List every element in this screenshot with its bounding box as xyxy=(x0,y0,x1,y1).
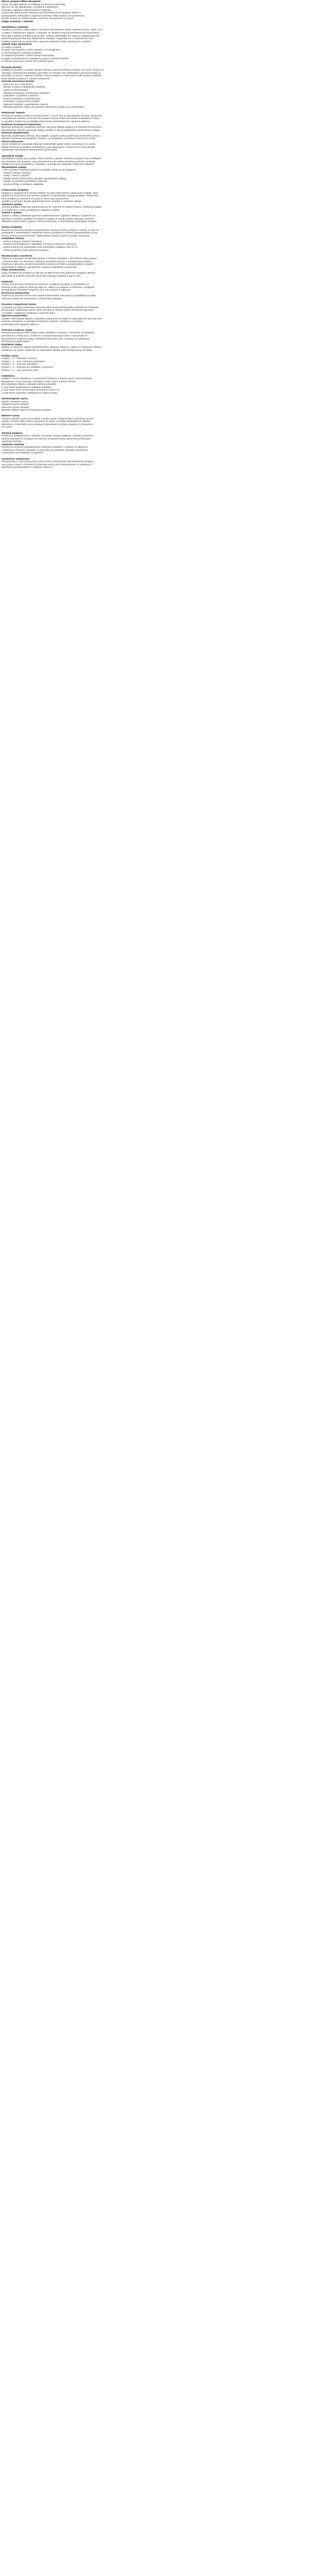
text-line: pravidla a zadávací dokumentace Programu. xyxy=(2,9,53,12)
section-heading: Způsobilé výdaje xyxy=(2,155,24,158)
text-line: řešeny změnou právního aktu. Nepodstatné změny příjemce pouze oznamuje. xyxy=(2,234,91,238)
section-heading: Hodnocení žádosti xyxy=(2,112,25,115)
text-line: – doklad o právní subjektivitě žadatele, xyxy=(2,86,46,89)
text-line: zda obsahuje všechny povinné údaje a přílohy a zda je podepsána oprávněnou osobou. xyxy=(2,129,101,132)
text-line: – doklady prokazující vlastnickou strukturu, xyxy=(2,92,51,95)
text-line: 1 000 Počet podpořených subjektů subjekty xyxy=(2,386,52,389)
text-line: Kontrola formálních náležitostí ověřuje, zda byla žádost podána ve stanoveném termínu, xyxy=(2,126,102,129)
text-line: Příloha č. 2 – Vzor čestného prohlášení xyxy=(2,360,45,363)
text-line: v právním aktu. Po ukončení realizace předkládá zprávy o udržitelnosti projektu. xyxy=(2,260,93,263)
text-line: doložit prohlášení o podpoře de minimis a dodržet limity stanovené příslušným xyxy=(2,437,91,440)
text-line: kterými se řídí objednávka, schválená rozpočtová xyxy=(2,6,58,9)
text-line: Příjemce je povinen archivovat veškeré dokumenty související s projektem po dobu xyxy=(2,295,96,298)
text-line: – úroky z úvěrů a půjček, xyxy=(2,175,30,178)
text-line: Příloha č. 4 – Pravidla pro žadatele a příjemce xyxy=(2,366,54,369)
text-line: d) rozpočet projektu včetně zdrojů financování, xyxy=(2,55,55,58)
text-line: je vyúčtována v rámci průběžných žádostí o platbu. xyxy=(2,209,60,212)
text-line: Nenaplnění cílové hodnoty indikátoru může vést k uložení sankce. xyxy=(2,380,77,383)
text-line: stránkách poskytovatele a v aplikaci ISKP21+. xyxy=(2,466,54,469)
text-line: c) harmonogram realizace projektu, xyxy=(2,52,42,55)
text-line: Kód indikátoru Název indikátoru Měrná jednotka xyxy=(2,383,56,386)
text-line: Žadatel je povinen k žádosti doložit všechny povinné přílohy uvedené ve výzvě. Přílohy se xyxy=(2,69,104,72)
text-line: b) popis cílů projektu a jeho souladu s cíli programu, xyxy=(2,49,61,52)
section-heading: Archivace dokumentů xyxy=(2,292,29,295)
text-line: Věcné hodnocení provádějí nezávislí hodnotitelé podle kritérií uvedených ve výzvě. xyxy=(2,143,96,146)
section-heading: Zálohové platby xyxy=(2,203,22,206)
section-heading: Veřejná podpora xyxy=(2,432,23,435)
text-line: na webových stránkách příjemce, je-li jimi příjemce vybaven. xyxy=(2,289,71,292)
section-heading: Věcné hodnocení xyxy=(2,140,24,143)
text-line: zpracováním osobních údajů. Podrobné informace jsou uvedeny na webových xyxy=(2,337,90,341)
text-line: – změna harmonogramu s dopadem na termín ukončení realizace, xyxy=(2,243,77,246)
text-line: Žadatel může podat žádost o přezkum rozhodnutí ve lhůtě 15 kalendářních dnů ode dne xyxy=(2,317,102,320)
text-line: vkládají v elektronické podobě, zpravidla ve formátu PDF. Nedoložení povinné přílohy je xyxy=(2,72,101,75)
section-heading: Údaje uvedené v žádosti: xyxy=(2,20,34,23)
section-heading: Alokace výzvy xyxy=(2,415,20,418)
text-line: Zahájení příjmu žádostí: xyxy=(2,403,29,406)
text-line: Příjemce je povinen umožnit provedení kontroly ze strany poskytovatele a dalších xyxy=(2,263,94,266)
text-line: Způsobilými výdaji jsou výdaje, které vznikly v období realizace projektu, jsou nezbytné xyxy=(2,158,101,161)
text-line: Výdaje musí být vynaloženy v souladu s pravidly pro zadávání veřejných zakázek. xyxy=(2,163,95,166)
text-line: O výsledku hodnocení je žadatel informován prostřednictvím aplikace ISKP21+. xyxy=(2,120,92,123)
text-line: Příjemce je povinen postupovat při zadávání zakázek v souladu se zákonem xyxy=(2,446,88,449)
section-heading: Harmonogram výzvy xyxy=(2,398,28,401)
text-line: Příloha č. 1 – Hodnoticí kritéria xyxy=(2,358,37,361)
text-line: Kontrola přijatelnosti ověřuje, zda žadatel i projekt splňují podmínky stanovené výzvou, xyxy=(2,134,101,138)
section-heading: Porušení rozpočtové kázně xyxy=(2,303,36,306)
text-line: podepsaného statutárním orgánem žadatele nebo osobou jím pověřenou. xyxy=(2,14,85,18)
text-line: Doba udržitelnosti projektu je pět let od data finančního ukončení projektu. Během xyxy=(2,272,96,275)
text-line: Celková alokace výzvy je uvedena v textu výzvy. Poskytovatel si vyhrazuje právo xyxy=(2,417,94,420)
text-line: – změna příjemce nebo partnera projektu. xyxy=(2,249,49,252)
text-line: zejména oprávněnost žadatele, soulad s cíli programu a dodržení finančních limitů. xyxy=(2,138,96,141)
text-line: Příjemce je povinen informovat veřejnost o podpoře projektu z prostředků EU. xyxy=(2,283,90,286)
section-heading: Závěrečná ustanovení xyxy=(2,457,30,461)
text-line: – rozpočet projektu v podrobném členění, xyxy=(2,103,49,106)
text-line: dosáhnout minimálního stanoveného počtu bodů. xyxy=(2,149,58,152)
text-line: 2 100 Počet nově vytvořených pracovních míst FTE xyxy=(2,389,60,392)
text-line: Minimální a maximální výše celkových způsobilých výdajů projektu je stanovena xyxy=(2,423,93,426)
text-line: Příjemce je povinen oznámit poskytovateli všechny změny projektu. Změny se dělí na xyxy=(2,229,99,232)
section-heading: Opravné prostředky xyxy=(2,315,27,318)
text-line: a údaje o statutárním orgánu. V případě, že žadatel jedná prostřednictvím zmocněnce, xyxy=(2,32,100,35)
document xyxy=(0,0,309,469)
text-line: Povinné prvky publicity zahrnují logo EU, odkaz na program a informaci o podpoře xyxy=(2,286,95,289)
text-line: uvedenou ve výzvě. Odpovědi na nejčastější dotazy jsou zveřejňovány na webu. xyxy=(2,349,93,352)
text-line: Žádost o platbu předkládá příjemce prostřednictvím aplikace ISKP21+ společně se xyxy=(2,215,95,218)
text-line: Nejzazší datum ukončení realizace projektu: xyxy=(2,409,52,412)
text-line: Poskytovatel si vyhrazuje právo výzvu zrušit nebo změnit. Na poskytnutí podpory xyxy=(2,461,94,464)
text-line: – plná moc (je-li relevantní), xyxy=(2,83,33,86)
text-line: bude žádost vyřazena z dalšího hodnocení. xyxy=(2,77,50,80)
text-line: – sankce, penále a pokuty, xyxy=(2,172,32,175)
text-line: Hodnocení žádostí probíhá ve dvou fázích. V první fázi je posuzována formální správnost xyxy=(2,114,102,117)
text-line: Žadatel je povinen uvést úplné a pravdivé identifikační údaje, zejména název, sídlo, IČO xyxy=(2,29,102,32)
text-line: – prohlášení o skutečném majiteli, xyxy=(2,100,41,104)
text-line: Zálohová platba může být poskytnuta až do výše 40 % celkové dotace. Zálohová platba xyxy=(2,206,101,209)
text-line: pro dosažení cílů projektu, jsou přiměřené a jsou řádně doloženy účetními doklady. xyxy=(2,160,96,163)
text-line: zprávou o realizaci projektu. K žádosti o platbu je nutné přiložit soupisku účetních xyxy=(2,217,94,221)
section-heading: Žádost musí obsahovat: xyxy=(2,43,32,46)
text-line: této doby je příjemce povinen zachovat výstupy projektu a jejich účel. xyxy=(2,275,81,278)
text-line: Plnění dle této žádosti se vztahuje na smluvní podmínky, xyxy=(2,3,66,6)
text-line: Žadatel je povinen zajistit spolufinancování projektu z vlastních zdrojů. xyxy=(2,200,82,204)
text-line: – studie proveditelnosti, xyxy=(2,89,29,92)
text-line: 3 200 Počet účastníků vzdělávacích aktivit osoby xyxy=(2,392,57,395)
text-line: – stavební povolení nebo jiné opatření stavebního úřadu (je-li relevantní). xyxy=(2,106,85,109)
section-heading: Ochrana osobních údajů xyxy=(2,329,32,332)
text-line: doručení oznámení o výsledku hodnocení. Žádost o přezkum se podává xyxy=(2,320,83,324)
section-heading: Financování projektu xyxy=(2,189,29,192)
section-heading: Doba udržitelnosti xyxy=(2,269,25,272)
section-heading: Indikátory xyxy=(2,375,15,378)
text-line: a přijatelnost žádosti, ve druhé fázi probíhá věcné hodnocení podle hodnoticích kritérií. xyxy=(2,117,100,121)
text-line: prostřednictvím aplikace ISKP21+. xyxy=(2,323,41,326)
text-line: musí být k žádosti přiložena plná moc. Změny identifikačních údajů je žadatel povinen xyxy=(2,35,100,38)
text-line: e) popis monitorovacích indikátorů a jejich cílových hodnot, xyxy=(2,57,70,60)
text-line: Žadatel odpovídá za správnost a úplnost veškerých údajů uvedených v žádosti. xyxy=(2,40,92,43)
text-line: Příloha č. 5 – Vzor právního aktu xyxy=(2,369,39,372)
text-line: dokladů a kopie faktur, výpisy z bankovního účtu a další doklady prokazující úhradu. xyxy=(2,221,97,224)
section-heading: Přílohy výzvy xyxy=(2,354,19,358)
section-heading: Zadávání zakázek xyxy=(2,443,25,446)
text-line: a) název projektu, xyxy=(2,46,22,49)
section-heading: Žádost o platbu xyxy=(2,212,22,215)
text-line: – výdaje na pořízení použitého vybavení, xyxy=(2,180,48,183)
text-line: V případě porušení podmínek právního aktu může poskytovatel rozhodnout o odvodu xyxy=(2,306,98,309)
section-heading: Identifikace žadatele xyxy=(2,26,28,29)
text-line: – daň z přidané hodnoty, pokud má žadatel nárok na její odpočet, xyxy=(2,169,76,172)
text-line: není právní nárok. Informace o změnách výzvy jsou zveřejňovány na webových xyxy=(2,463,92,466)
text-line: – prohlášení o podniku v obtížích, xyxy=(2,95,40,98)
text-line: nařízením Komise. xyxy=(2,440,23,444)
text-line: v souladu s tabulkou uvedenou v právním aktu. xyxy=(2,312,56,315)
text-line: podpory je stanovena procentním podílem ze způsobilých výdajů projektu. Maximální xyxy=(2,195,98,198)
text-line: za porušení rozpočtové kázně. Výše odvodu se stanoví podle závažnosti porušení xyxy=(2,309,94,312)
text-line: – změna cílových hodnot indikátorů, xyxy=(2,240,43,243)
text-line: parlamentu a Rady (EU) 2016/679 o ochraně fyzických osob v souvislosti se xyxy=(2,334,88,337)
text-line: Příjemce je povinen předkládat zprávy o realizaci projektu v termínech stanovených xyxy=(2,258,97,261)
section-heading: Povinné přílohy xyxy=(2,66,22,69)
text-line: Žadatel si zvolí indikátory z uvedeného seznamu a stanoví jejich cílové hodnoty. xyxy=(2,378,93,381)
text-line: Podpora je poskytována formou dotace ex post nebo formou zálohových plateb. Výše xyxy=(2,192,98,195)
section-heading: Kontrola formálních náležitostí xyxy=(2,123,41,126)
section-heading: Změny projektu xyxy=(2,226,22,229)
text-line: Ukončení příjmu žádostí: xyxy=(2,406,30,409)
section-heading: Seznam povinných příloh: xyxy=(2,80,35,83)
text-line: důvodem k výzvě k doplnění žádosti. Pokud žadatel ve stanovené lhůtě přílohu nedoloží, xyxy=(2,75,102,78)
text-line: Příloha č. 3 – Seznam indikátorů xyxy=(2,363,38,366)
text-line: podstatné a nepodstatné. Podstatné změny podléhají schválení poskytovatele a jsou xyxy=(2,232,98,235)
text-line: Každé kritérium je bodově ohodnoceno; pro doporučení k financování musí projekt xyxy=(2,146,95,149)
text-line: – čestné prohlášení o bezdlužnosti, xyxy=(2,97,41,100)
section-heading: Publicita xyxy=(2,280,13,283)
section-heading: Hlavní příjemci/Main Recipient xyxy=(2,1,41,3)
section-heading: Monitorování a kontrola xyxy=(2,255,32,258)
text-line: o zadávání veřejných zakázek a s pravidly pro zadávání zakázek uvedenými xyxy=(2,449,88,452)
text-line: Žádost lze podat pouze elektronicky prostřednictvím aplikace ISKP21+ xyxy=(2,12,82,15)
section-heading: Kontaktní údaje xyxy=(2,343,22,346)
text-line: Podpora je poskytována v souladu s pravidly veřejné podpory. Žadatel je povinen xyxy=(2,435,94,438)
text-line: – přesun finančních prostředků mezi kapitolami rozpočtu nad 15 %, xyxy=(2,246,78,249)
text-line: Datum vyhlášení výzvy: xyxy=(2,400,29,403)
text-line: alokaci navýšit nebo snížit v závislosti na počtu a kvalitě předložených žádostí. xyxy=(2,420,91,423)
text-line: ve výzvě. xyxy=(2,426,12,429)
text-line: Dotazy k výzvě lze zasílat prostřednictvím aplikace ISKP21+ nebo na e-mailovou adresu xyxy=(2,346,101,349)
text-line: Poskytovatel zpracovává osobní údaje žadatelů v souladu s nařízením Evropského xyxy=(2,332,95,335)
text-line: v pravidlech pro žadatele a příjemce. xyxy=(2,452,44,455)
section-heading: Nezpůsobilé výdaje xyxy=(2,166,27,169)
section-heading: Kontrola přijatelnosti xyxy=(2,132,29,135)
text-line: f) seznam povinných příloh dle pravidel výzvy. xyxy=(2,60,54,63)
text-line: míra podpory je uvedena ve výzvě a nesmí být překročena. xyxy=(2,197,69,200)
text-line: oprávněných orgánů a poskytnout veškerou potřebnou součinnost. xyxy=(2,266,78,269)
section-heading: Podstatné změny: xyxy=(2,238,25,241)
text-line: stránkách poskytovatele. xyxy=(2,341,30,344)
text-line: – výdaje vzniklé před datem zahájení způsobilosti výdajů, xyxy=(2,177,67,180)
text-line: oznámit poskytovateli bez zbytečného odkladu, nejpozději do 15 pracovních dnů. xyxy=(2,38,94,41)
text-line: Podání žádosti je možné pouze v termínu stanoveném ve výzvě. xyxy=(2,18,75,21)
text-line: – kurzové ztráty a bankovní poplatky. xyxy=(2,183,44,186)
text-line: nejméně deseti let od ukončení udržitelnosti projektu. xyxy=(2,297,63,300)
